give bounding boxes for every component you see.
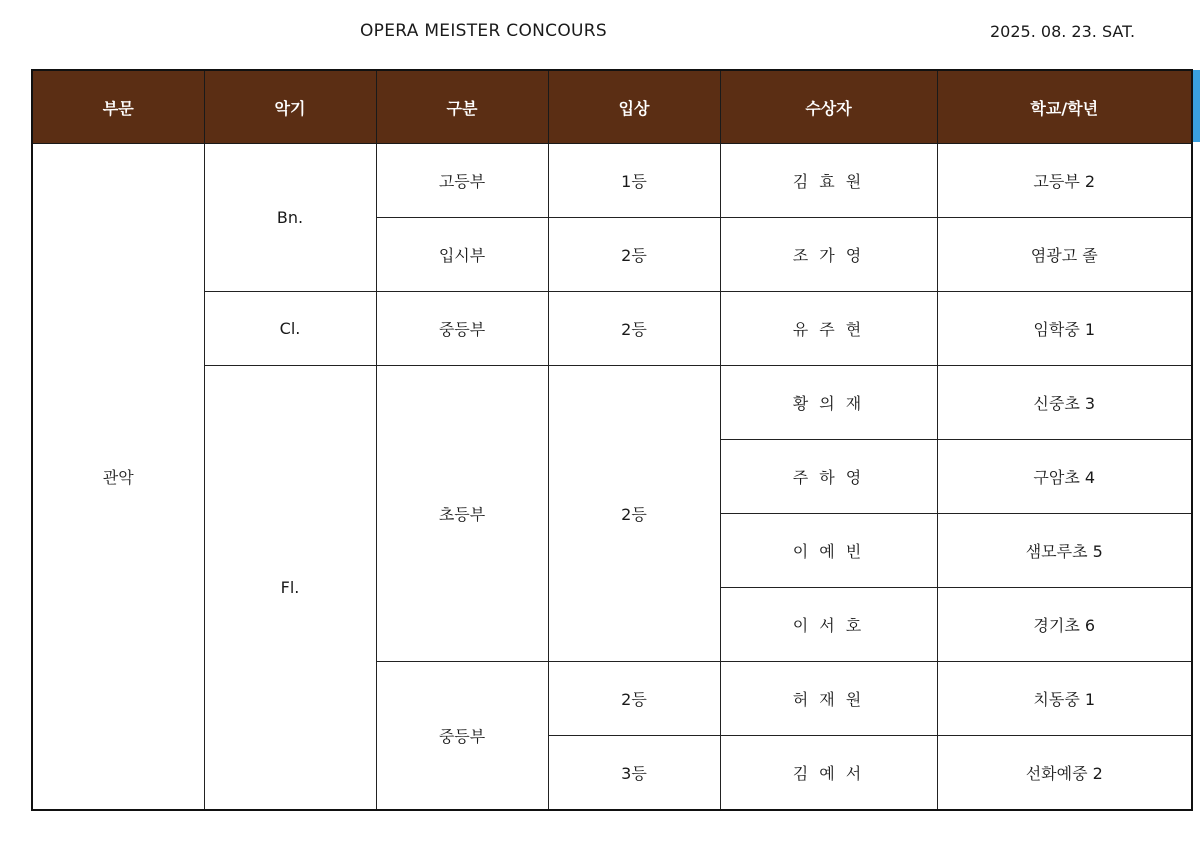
column-header-school-grade: 학교/학년 xyxy=(937,70,1192,144)
table-row xyxy=(32,292,1192,366)
winner-cell: 이 예 빈 xyxy=(720,514,937,588)
school-cell: 경기초 6 xyxy=(937,588,1192,662)
table-row xyxy=(32,366,1192,440)
document-date: 2025. 08. 23. SAT. xyxy=(990,22,1136,41)
winner-cell: 유 주 현 xyxy=(720,292,937,366)
school-cell: 고등부 2 xyxy=(937,144,1192,218)
category-cell: 초등부 xyxy=(376,366,548,662)
column-header-winner: 수상자 xyxy=(720,70,937,144)
instrument-cell: Cl. xyxy=(204,292,376,366)
winner-cell: 김 예 서 xyxy=(720,736,937,811)
column-header-category: 구분 xyxy=(376,70,548,144)
school-cell: 샘모루초 5 xyxy=(937,514,1192,588)
header-row xyxy=(32,70,1192,144)
category-cell: 입시부 xyxy=(376,218,548,292)
category-cell: 중등부 xyxy=(376,292,548,366)
school-cell: 치동중 1 xyxy=(937,662,1192,736)
winner-cell: 허 재 원 xyxy=(720,662,937,736)
column-header-prize: 입상 xyxy=(548,70,720,144)
school-cell: 선화예중 2 xyxy=(937,736,1192,811)
winner-cell: 이 서 호 xyxy=(720,588,937,662)
table-header xyxy=(32,70,1192,144)
column-header-division: 부문 xyxy=(32,70,204,144)
category-cell: 중등부 xyxy=(376,662,548,811)
school-cell: 임학중 1 xyxy=(937,292,1192,366)
prize-cell: 1등 xyxy=(548,144,720,218)
division-cell: 관악 xyxy=(32,144,204,811)
winner-cell: 주 하 영 xyxy=(720,440,937,514)
winner-cell: 조 가 영 xyxy=(720,218,937,292)
school-cell: 염광고 졸 xyxy=(937,218,1192,292)
table-body xyxy=(32,144,1192,811)
results-table xyxy=(31,69,1193,811)
instrument-cell: Fl. xyxy=(204,366,376,811)
prize-cell: 2등 xyxy=(548,292,720,366)
prize-cell: 3등 xyxy=(548,736,720,811)
winner-cell: 김 효 원 xyxy=(720,144,937,218)
category-cell: 고등부 xyxy=(376,144,548,218)
instrument-cell: Bn. xyxy=(204,144,376,292)
document-title: OPERA MEISTER CONCOURS xyxy=(360,21,607,41)
school-cell: 신중초 3 xyxy=(937,366,1192,440)
prize-cell: 2등 xyxy=(548,218,720,292)
prize-cell: 2등 xyxy=(548,662,720,736)
table-row xyxy=(32,144,1192,218)
prize-cell: 2등 xyxy=(548,366,720,662)
column-header-instrument: 악기 xyxy=(204,70,376,144)
winner-cell: 황 의 재 xyxy=(720,366,937,440)
school-cell: 구암초 4 xyxy=(937,440,1192,514)
